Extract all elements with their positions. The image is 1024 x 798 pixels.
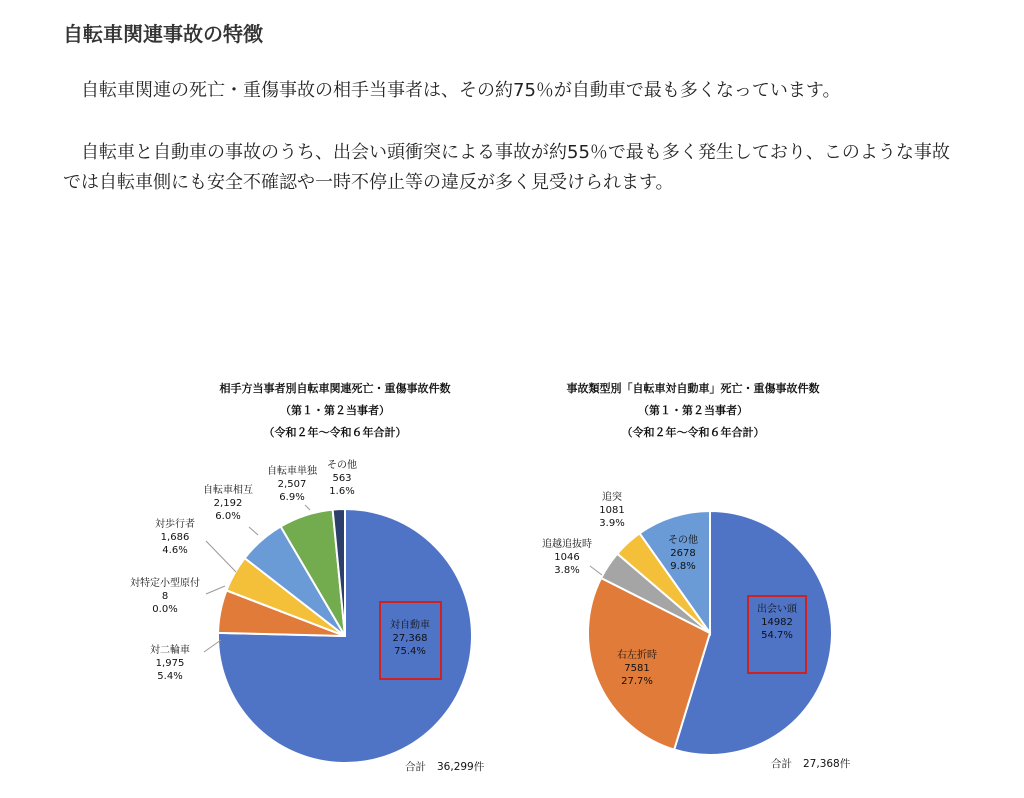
chart1-leader-3 [206, 586, 225, 594]
chart1-slice-1-pct-text: 75.4% [394, 646, 426, 657]
chart2-title: 事故類型別「自転車対自動車」死亡・重傷事故件数 [566, 382, 820, 395]
chart1-title: 相手方当事者別自転車関連死亡・重傷事故件数 [219, 382, 451, 395]
chart2-slice-1-value-text: 14982 [761, 617, 793, 628]
chart2-slice-3-label: 追越追抜時 [542, 539, 592, 550]
chart1-leader-5 [249, 527, 258, 535]
chart1-slice-3-value-text: 8 [161, 591, 169, 602]
chart2-slice-4-value-text: 1081 [599, 505, 625, 516]
chart2-subtitle-2: （令和２年～令和６年合計） [621, 426, 765, 439]
chart1-slice-2-value-text: 1,975 [155, 658, 185, 669]
chart1-slice-5-label: 自転車相互 [203, 485, 253, 496]
chart1-slice-4-label: 対歩行者 [155, 519, 195, 530]
chart1-slice-3-label: 対特定小型原付 [130, 578, 200, 589]
chart2-slice-2-value-text: 7581 [624, 663, 650, 674]
pie-chart-by-opponent [130, 381, 485, 773]
chart1-slice-2-label: 対二輪車 [150, 645, 190, 656]
pie-chart-by-accident-type [542, 381, 851, 770]
chart1-slice-6-label: 自転車単独 [267, 466, 317, 477]
chart2-slice-1-label: 出会い頭 [757, 604, 797, 615]
chart2-slice-3-value-text: 1046 [554, 552, 580, 563]
chart2-slice-4-pct-text: 3.9% [599, 518, 625, 529]
chart2-leader-3 [590, 566, 602, 575]
chart2-total-label: 合計 [771, 758, 792, 770]
chart2-slice-2-pct-text: 27.7% [621, 676, 653, 687]
section-heading: 自転車関連事故の特徴 [63, 22, 263, 46]
chart1-slice-7-pct-text: 1.6% [329, 486, 355, 497]
chart2-slice-5-value-text: 2678 [670, 548, 696, 559]
chart2-slices [542, 491, 832, 755]
chart2-slice-3-pct-text: 3.8% [554, 565, 580, 576]
paragraph-2: 自転車と自動車の事故のうち、出会い頭衝突による事故が約55％で最も多く発生しており、このような事故では自転車側にも安全不確認や一時不停止等の違反が多く見受けられます。 [63, 142, 950, 193]
chart1-leader-6 [305, 505, 310, 510]
chart1-slice-6-value-text: 2,507 [277, 479, 307, 490]
chart1-slice-1-label: 対自動車 [390, 620, 430, 631]
chart1-slice-3-pct-text: 0.0% [152, 604, 178, 615]
chart1-slice-6-pct-text: 6.9% [279, 492, 305, 503]
chart2-slice-5-label: その他 [668, 535, 698, 546]
chart2-subtitle-1: （第１・第２当事者） [638, 404, 748, 417]
chart1-total-value: 36,299件 [437, 761, 485, 773]
chart2-slice-2-label: 右左折時 [617, 650, 657, 661]
chart1-leader-4 [206, 541, 236, 572]
chart1-slices [130, 458, 472, 763]
chart1-slice-1-value-text: 27,368 [392, 633, 428, 644]
chart1-slice-4-pct-text: 4.6% [162, 545, 188, 556]
chart1-slice-7-value-text: 563 [332, 473, 352, 484]
chart1-subtitle-2: （令和２年～令和６年合計） [263, 426, 407, 439]
chart2-slice-1-pct-text: 54.7% [761, 630, 793, 641]
paragraph-1: 自転車関連の死亡・重傷事故の相手当事者は、その約75％が自動車で最も多くなっています。 [63, 80, 841, 101]
chart1-slice-5-pct-text: 6.0% [215, 511, 241, 522]
chart1-subtitle-1: （第１・第２当事者） [280, 404, 390, 417]
chart1-total-label: 合計 [405, 761, 426, 773]
chart2-slice-4-label: 追突 [602, 492, 622, 503]
chart2-slice-5-pct-text: 9.8% [670, 561, 696, 572]
chart1-slice-7-label: その他 [327, 460, 357, 471]
chart1-slice-5-value-text: 2,192 [213, 498, 243, 509]
chart1-slice-2-pct-text: 5.4% [157, 671, 183, 682]
chart2-total-value: 27,368件 [803, 758, 851, 770]
chart1-slice-4-value-text: 1,686 [160, 532, 190, 543]
